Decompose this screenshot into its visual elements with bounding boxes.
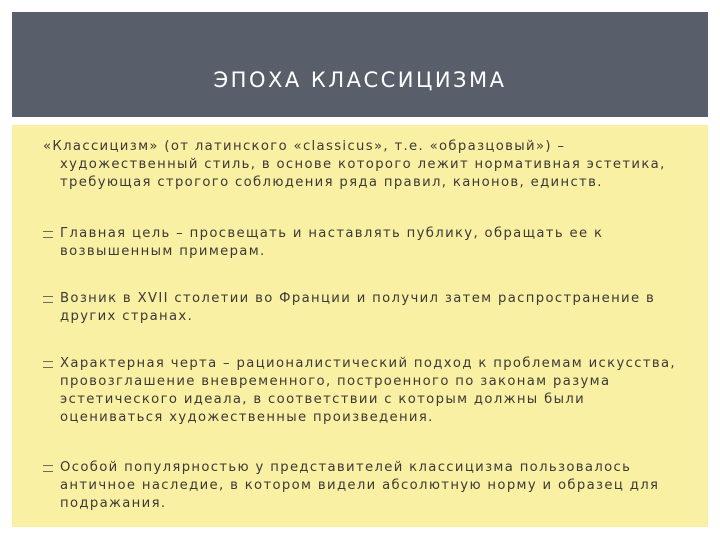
bullet-icon xyxy=(43,361,53,368)
title-banner xyxy=(12,12,708,117)
list-item xyxy=(43,225,683,261)
bullet-icon xyxy=(43,296,53,303)
list-item-text: Возник в XVII столетии во Франции и получил затем распространение в других странах. xyxy=(60,291,656,324)
bullet-icon xyxy=(43,465,53,472)
list-item xyxy=(43,290,683,326)
intro-text: «Классицизм» (от латинского «classicus», т.е. «образцовый») – художественный стиль, в основе которого лежит нормативная эстетика, требующая строгого соблюдения ряда правил, канонов, единств. xyxy=(43,139,666,190)
list-item-text: Характерная черта – рационалистический подход к проблемам искусства, провозглашение вневременного, построенного по законам разума эстетического идеала, в соответствии с которым должны были оцениваться художественные произведения. xyxy=(60,356,676,425)
list-item-text: Особой популярностью у представителей классицизма пользовалось античное наследие, в котором видели абсолютную норму и образец для подражания. xyxy=(60,460,660,511)
list-item xyxy=(43,355,683,427)
list-item-text: Главная цель – просвещать и наставлять публику, обращать ее к возвышенным примерам. xyxy=(60,226,604,259)
list-item xyxy=(43,459,683,513)
slide-title: ЭПОХА КЛАССИЦИЗМА xyxy=(213,68,507,92)
content-panel xyxy=(12,125,708,527)
bullet-icon xyxy=(43,231,53,238)
intro-paragraph xyxy=(43,138,683,192)
